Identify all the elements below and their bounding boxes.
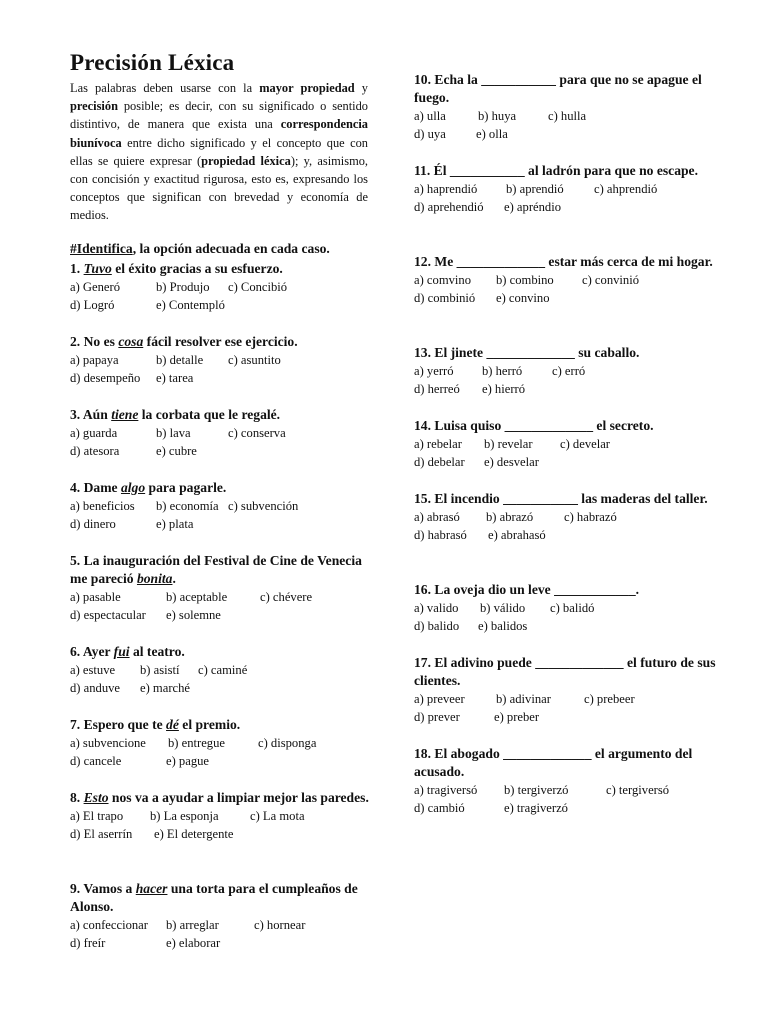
- options-row: [70, 734, 372, 752]
- question-stem: .: [172, 571, 176, 586]
- option-d[interactable]: d) Logró: [70, 298, 115, 313]
- option-c[interactable]: c) caminé: [198, 663, 248, 677]
- options: [70, 734, 372, 771]
- options-row: [70, 424, 372, 442]
- option-b[interactable]: b) entregue: [168, 736, 225, 750]
- option-a[interactable]: a) confeccionar: [70, 918, 148, 932]
- question-number: 7.: [70, 717, 84, 732]
- option-b[interactable]: b) tergiverzó: [504, 783, 569, 797]
- options: [70, 916, 372, 953]
- question-number: 3.: [70, 407, 83, 422]
- option-b[interactable]: b) La esponja: [150, 809, 219, 823]
- option-a[interactable]: a) valido: [414, 601, 459, 615]
- option-d[interactable]: d) prever: [414, 710, 460, 725]
- question-stem: El abogado _____________ el argumento del acusado.: [414, 746, 693, 779]
- option-c[interactable]: c) conserva: [228, 426, 286, 440]
- question-number: 12.: [414, 254, 435, 269]
- option-b[interactable]: b) revelar: [484, 437, 533, 451]
- question-number: 10.: [414, 72, 435, 87]
- question-text: [414, 490, 716, 508]
- question-number: 13.: [414, 345, 435, 360]
- question-stem: la corbata que le regalé.: [138, 407, 281, 422]
- question-text: [414, 581, 716, 599]
- options-row: [70, 515, 372, 533]
- question-stem: Echa la ___________ para que no se apague el fuego.: [414, 72, 702, 105]
- option-b[interactable]: b) válido: [480, 601, 526, 615]
- intro-text: entre dicho significado y el concepto que con ellas se quiere expresar (: [70, 135, 368, 168]
- target-word: fui: [113, 644, 130, 659]
- option-b[interactable]: b) herró: [482, 364, 523, 378]
- question-number: 17.: [414, 655, 435, 670]
- question-10: [414, 71, 716, 144]
- option-c[interactable]: c) convinió: [582, 273, 640, 287]
- options-row: [414, 289, 716, 307]
- question-text: [70, 552, 372, 588]
- option-c[interactable]: c) erró: [552, 364, 586, 378]
- option-c[interactable]: c) tergiversó: [606, 783, 670, 797]
- option-d[interactable]: d) anduve: [70, 681, 121, 696]
- options-row: [414, 690, 716, 708]
- target-word: cosa: [118, 334, 144, 349]
- option-b[interactable]: b) adivinar: [496, 692, 551, 706]
- option-e[interactable]: e) pague: [166, 754, 210, 769]
- instruction: [70, 241, 380, 257]
- question-text: [70, 716, 372, 734]
- option-e[interactable]: e) elaborar: [166, 936, 221, 951]
- options: [70, 588, 372, 625]
- options-row: [414, 617, 716, 635]
- option-c[interactable]: c) hornear: [254, 918, 306, 932]
- question-stem: para pagarle.: [145, 480, 227, 495]
- target-word: Esto: [83, 790, 109, 805]
- question-text: [70, 260, 372, 278]
- option-c[interactable]: c) balidó: [550, 601, 595, 615]
- options: [414, 107, 716, 144]
- options-row: [70, 497, 372, 515]
- question-text: [70, 406, 372, 424]
- options: [70, 497, 372, 534]
- intro-bold: mayor propiedad: [259, 81, 355, 95]
- options-row: [70, 606, 372, 624]
- options-row: [414, 708, 716, 726]
- options-row: [70, 679, 372, 697]
- options-row: [70, 916, 372, 934]
- question-7: [70, 716, 372, 771]
- target-word: Tuvo: [83, 261, 112, 276]
- question-stem: No es: [83, 334, 119, 349]
- question-9: [70, 880, 372, 953]
- target-word: dé: [166, 717, 179, 732]
- option-e[interactable]: e) El detergente: [154, 827, 234, 842]
- option-b[interactable]: b) combino: [496, 273, 554, 287]
- question-stem: el premio.: [178, 717, 241, 732]
- option-a[interactable]: a) rebelar: [414, 437, 462, 451]
- question-number: 8.: [70, 790, 84, 805]
- option-b[interactable]: b) huya: [478, 109, 517, 123]
- options: [70, 661, 372, 698]
- option-e[interactable]: e) hierró: [482, 382, 526, 397]
- question-number: 16.: [414, 582, 435, 597]
- question-number: 14.: [414, 418, 435, 433]
- option-b[interactable]: b) arreglar: [166, 918, 219, 932]
- question-13: [414, 344, 716, 399]
- question-2: [70, 333, 372, 388]
- option-a[interactable]: a) preveer: [414, 692, 465, 706]
- option-a[interactable]: a) papaya: [70, 353, 119, 367]
- option-d[interactable]: d) herreó: [414, 382, 460, 397]
- intro-text: y: [354, 81, 368, 95]
- question-number: 1.: [70, 261, 84, 276]
- option-b[interactable]: b) aceptable: [166, 590, 228, 604]
- options-row: [70, 807, 372, 825]
- option-d[interactable]: d) habrasó: [414, 528, 467, 543]
- option-d[interactable]: d) balido: [414, 619, 460, 634]
- option-d[interactable]: d) debelar: [414, 455, 465, 470]
- question-text: [414, 71, 716, 107]
- option-e[interactable]: e) tragiverzó: [504, 801, 568, 816]
- question-stem: fácil resolver ese ejercicio.: [143, 334, 298, 349]
- options-row: [414, 125, 716, 143]
- options-row: [414, 362, 716, 380]
- option-e[interactable]: e) marché: [140, 681, 190, 696]
- option-c[interactable]: c) subvención: [228, 499, 299, 513]
- page-title: Precisión Léxica: [70, 50, 235, 75]
- intro-bold: correspondencia biunívoca: [70, 117, 368, 150]
- option-e[interactable]: e) solemne: [166, 608, 221, 623]
- option-a[interactable]: a) subvencione: [70, 736, 146, 750]
- question-stem: La oveja dio un leve ____________.: [434, 582, 640, 597]
- option-d[interactable]: d) uya: [414, 127, 446, 142]
- question-14: [414, 417, 716, 472]
- question-stem: La inauguración del Festival de Cine de Venecia me pareció: [70, 553, 362, 586]
- option-c[interactable]: c) asuntito: [228, 353, 281, 367]
- question-number: 5.: [70, 553, 84, 568]
- option-a[interactable]: a) tragiversó: [414, 783, 478, 797]
- option-e[interactable]: e) convino: [496, 291, 550, 306]
- option-d[interactable]: d) combinió: [414, 291, 476, 306]
- options-row: [70, 442, 372, 460]
- options-row: [70, 934, 372, 952]
- question-5: [70, 552, 372, 625]
- option-e[interactable]: e) tarea: [156, 371, 194, 386]
- option-b[interactable]: b) abrazó: [486, 510, 534, 524]
- option-e[interactable]: e) preber: [494, 710, 540, 725]
- question-4: [70, 479, 372, 534]
- instruction-text: , la opción adecuada en cada caso.: [132, 241, 330, 256]
- option-a[interactable]: a) haprendió: [414, 182, 478, 196]
- question-text: [70, 880, 372, 916]
- options-row: [70, 825, 372, 843]
- option-d[interactable]: d) cancele: [70, 754, 122, 769]
- question-18: [414, 745, 716, 818]
- options-row: [414, 599, 716, 617]
- option-b[interactable]: b) aprendió: [506, 182, 564, 196]
- question-text: [70, 479, 372, 497]
- option-c[interactable]: c) chévere: [260, 590, 313, 604]
- question-stem: Me _____________ estar más cerca de mi hogar.: [434, 254, 713, 269]
- option-c[interactable]: c) Concibió: [228, 280, 288, 294]
- question-stem: una torta para el cumpleaños de Alonso.: [70, 881, 358, 914]
- option-d[interactable]: d) El aserrín: [70, 827, 133, 842]
- options: [70, 278, 372, 315]
- options-row: [414, 781, 716, 799]
- question-6: [70, 643, 372, 698]
- option-c[interactable]: c) hulla: [548, 109, 587, 123]
- options: [414, 508, 716, 545]
- option-e[interactable]: e) plata: [156, 517, 194, 532]
- intro-text: Las palabras deben usarse con la: [70, 81, 260, 95]
- option-e[interactable]: e) apréndio: [504, 200, 561, 215]
- question-stem: Él ___________ al ladrón para que no escape.: [433, 163, 698, 178]
- options: [414, 362, 716, 399]
- question-number: 15.: [414, 491, 435, 506]
- target-word: algo: [120, 480, 146, 495]
- option-a[interactable]: a) abrasó: [414, 510, 460, 524]
- question-stem: Ayer: [82, 644, 114, 659]
- question-16: [414, 581, 716, 636]
- options-row: [70, 351, 372, 369]
- option-c[interactable]: c) disponga: [258, 736, 317, 750]
- option-a[interactable]: a) beneficios: [70, 499, 135, 513]
- option-a[interactable]: a) yerró: [414, 364, 454, 378]
- question-stem: Aún: [82, 407, 112, 422]
- question-stem: Luisa quiso _____________ el secreto.: [434, 418, 654, 433]
- options: [414, 690, 716, 727]
- option-b[interactable]: b) detalle: [156, 353, 204, 367]
- options-row: [414, 435, 716, 453]
- options-row: [70, 661, 372, 679]
- question-text: [70, 333, 372, 351]
- options-row: [70, 369, 372, 387]
- question-17: [414, 654, 716, 727]
- options-row: [414, 508, 716, 526]
- options: [414, 271, 716, 308]
- question-8: [70, 789, 372, 844]
- target-word: hacer: [135, 881, 168, 896]
- question-stem: al teatro.: [129, 644, 185, 659]
- option-c[interactable]: c) ahprendió: [594, 182, 658, 196]
- options-row: [414, 526, 716, 544]
- question-text: [414, 745, 716, 781]
- option-a[interactable]: a) guarda: [70, 426, 118, 440]
- question-11: [414, 162, 716, 217]
- question-15: [414, 490, 716, 545]
- option-e[interactable]: e) desvelar: [484, 455, 539, 470]
- options-row: [70, 296, 372, 314]
- options: [70, 424, 372, 461]
- question-stem: el éxito gracias a su esfuerzo.: [111, 261, 283, 276]
- question-text: [414, 417, 716, 435]
- question-number: 4.: [70, 480, 84, 495]
- intro-bold: propiedad léxica: [201, 153, 291, 168]
- option-c[interactable]: c) develar: [560, 437, 610, 451]
- option-b[interactable]: b) asistí: [140, 663, 180, 677]
- option-d[interactable]: d) desempeño: [70, 371, 141, 386]
- intro-bold: precisión: [70, 99, 118, 114]
- options-row: [414, 799, 716, 817]
- instruction-tag: #Identifica: [70, 241, 133, 256]
- question-number: 2.: [70, 334, 84, 349]
- options-row: [70, 278, 372, 296]
- options: [414, 180, 716, 217]
- question-stem: nos va a ayudar a limpiar mejor las paredes.: [108, 790, 369, 805]
- option-d[interactable]: d) cambió: [414, 801, 465, 816]
- option-d[interactable]: d) espectacular: [70, 608, 146, 623]
- question-number: 18.: [414, 746, 435, 761]
- options: [70, 807, 372, 844]
- question-stem: El adivino puede _____________ el futuro de sus clientes.: [414, 655, 716, 688]
- option-e[interactable]: e) balidos: [478, 619, 528, 634]
- option-c[interactable]: c) prebeer: [584, 692, 635, 706]
- option-c[interactable]: c) La mota: [250, 809, 305, 823]
- option-a[interactable]: a) comvino: [414, 273, 472, 287]
- question-stem: El incendio ___________ las maderas del taller.: [434, 491, 708, 506]
- options-row: [414, 453, 716, 471]
- options-row: [70, 752, 372, 770]
- options: [414, 435, 716, 472]
- question-number: 6.: [70, 644, 83, 659]
- option-b[interactable]: b) lava: [156, 426, 191, 440]
- question-text: [414, 253, 716, 271]
- option-a[interactable]: a) estuve: [70, 663, 116, 677]
- question-text: [70, 789, 372, 807]
- question-3: [70, 406, 372, 461]
- option-e[interactable]: e) cubre: [156, 444, 197, 459]
- intro-text: posible; es decir, con su significado o sentido distintivo, de manera que exista una: [70, 99, 368, 132]
- options-row: [414, 380, 716, 398]
- option-b[interactable]: b) economía: [156, 499, 219, 513]
- target-word: bonita: [136, 571, 173, 586]
- option-c[interactable]: c) habrazó: [564, 510, 617, 524]
- question-1: [70, 260, 372, 315]
- options-row: [414, 107, 716, 125]
- question-number: 9.: [70, 881, 84, 896]
- question-text: [414, 344, 716, 362]
- option-a[interactable]: a) El trapo: [70, 809, 124, 823]
- option-e[interactable]: e) abrahasó: [488, 528, 546, 543]
- options: [414, 781, 716, 818]
- option-d[interactable]: d) aprehendió: [414, 200, 484, 215]
- question-number: 11.: [414, 163, 434, 178]
- options: [414, 599, 716, 636]
- options: [70, 351, 372, 388]
- question-text: [414, 162, 716, 180]
- options-row: [414, 198, 716, 216]
- option-a[interactable]: a) pasable: [70, 590, 121, 604]
- option-d[interactable]: d) freír: [70, 936, 106, 951]
- options-row: [70, 588, 372, 606]
- question-12: [414, 253, 716, 308]
- question-stem: Vamos a: [83, 881, 136, 896]
- option-e[interactable]: e) Contempló: [156, 298, 225, 313]
- option-a[interactable]: a) ulla: [414, 109, 446, 123]
- options-row: [414, 271, 716, 289]
- option-b[interactable]: b) Produjo: [156, 280, 210, 294]
- question-stem: El jinete _____________ su caballo.: [434, 345, 640, 360]
- intro-paragraph: [70, 79, 368, 225]
- option-d[interactable]: d) atesora: [70, 444, 120, 459]
- question-text: [414, 654, 716, 690]
- options-row: [414, 180, 716, 198]
- question-text: [70, 643, 372, 661]
- question-stem: Espero que te: [83, 717, 167, 732]
- intro-text: ); y, asimismo, con concisión y exactitud rigurosa, esto es, expresando los conceptos que significan con brevedad y economía de medios.: [70, 153, 368, 223]
- option-d[interactable]: d) dinero: [70, 517, 116, 532]
- target-word: tiene: [111, 407, 139, 422]
- option-e[interactable]: e) olla: [476, 127, 508, 142]
- option-a[interactable]: a) Generó: [70, 280, 120, 294]
- question-stem: Dame: [83, 480, 121, 495]
